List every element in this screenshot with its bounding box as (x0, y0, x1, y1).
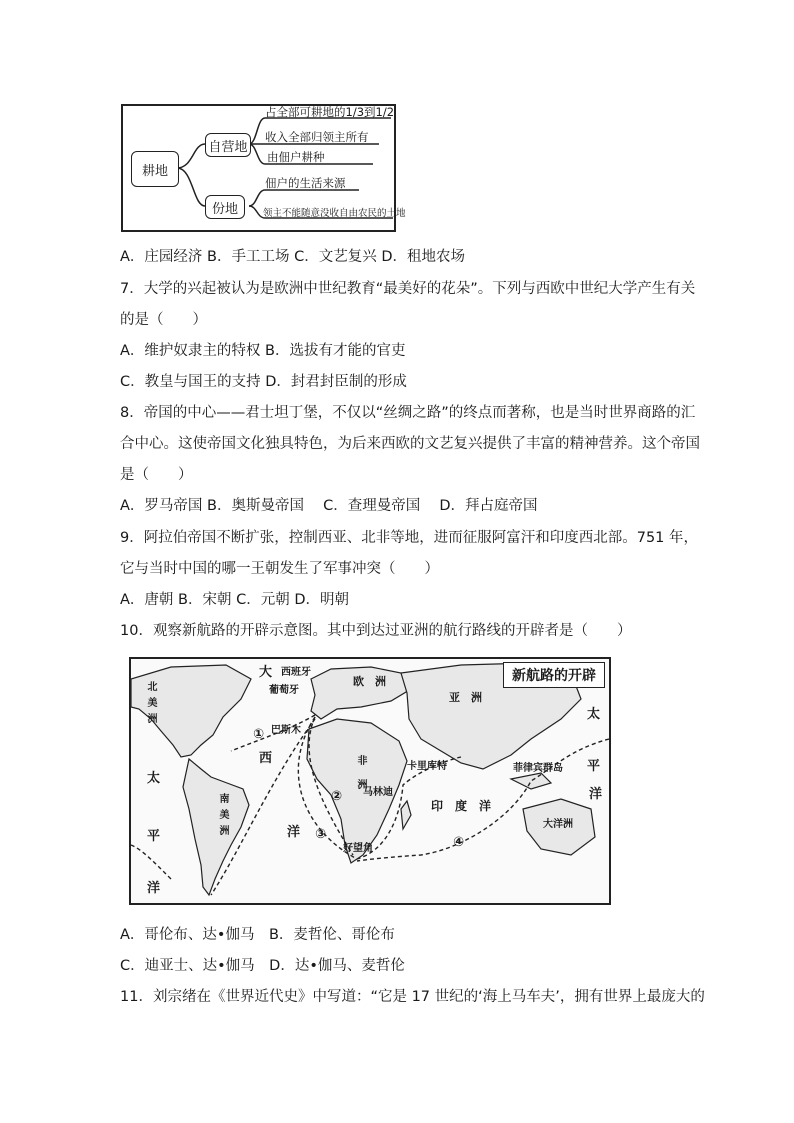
q7-options-2: C．教皇与国王的支持 D．封君封臣制的形成 (120, 374, 407, 390)
label-north-america: 北美洲 (145, 681, 156, 729)
q10-options-2: C．迪亚士、达•伽马 D．达•伽马、麦哲伦 (120, 958, 405, 974)
madagascar-landmass (401, 801, 411, 829)
q8-stem-2: 合中心。这使帝国文化独具特色，为后来西欧的文艺复兴提供了丰富的精神营养。这个帝国 (120, 436, 700, 452)
diagram-branch-demesne: 自营地 (205, 133, 251, 157)
label-calicut: 卡里库特 (407, 761, 447, 772)
label-pacific-right-1: 太 (587, 707, 601, 722)
farmland-diagram (121, 104, 406, 232)
label-pacific-right-2: 平 (587, 759, 601, 774)
label-pacific-left-2: 平 (147, 829, 161, 844)
route-3-marker: ③ (315, 827, 327, 842)
q6-options: A．庄园经济 B．手工工场 C．文艺复兴 D．租地农场 (120, 249, 465, 265)
q7-options-1: A．维护奴隶主的特权 B．选拔有才能的官吏 (120, 343, 406, 359)
diagram-leaf: 由佃户耕种 (267, 150, 325, 164)
q7-stem-1: 7．大学的兴起被认为是欧洲中世纪教育“最美好的花朵”。下列与西欧中世纪大学产生有关 (120, 281, 696, 297)
label-portugal: 葡萄牙 (269, 685, 299, 696)
label-asia: 亚 洲 (449, 691, 482, 704)
label-oceania: 大洋洲 (543, 819, 573, 830)
label-south-america: 南美洲 (217, 793, 228, 841)
label-atlantic-1: 大 (259, 665, 273, 680)
q8-stem-1: 8．帝国的中心——君士坦丁堡，不仅以“丝绸之路”的终点而著称，也是当时世界商路的汇 (120, 405, 696, 421)
label-philippines: 菲律宾群岛 (513, 763, 563, 774)
q10-options-1: A．哥伦布、达•伽马 B．麦哲伦、哥伦布 (120, 927, 395, 943)
route-4-marker: ④ (453, 835, 465, 850)
label-spain: 西班牙 (281, 667, 311, 678)
diagram-branch-tenancy: 份地 (205, 195, 245, 219)
label-malindi: 马林迪 (363, 787, 393, 798)
diagram-root: 耕地 (131, 151, 179, 187)
diagram-leaf: 占全部可耕地的1/3到1/2 (265, 105, 395, 119)
map-graphic (131, 659, 609, 903)
new-sea-routes-map (129, 657, 611, 905)
q11-stem: 11．刘宗绪在《世界近代史》中写道：“它是 17 世纪的‘海上马车夫’，拥有世界上最庞大的 (120, 989, 705, 1005)
route-2-marker: ② (331, 789, 343, 804)
map-title: 新航路的开辟 (503, 662, 605, 688)
islands-landmass (511, 773, 551, 789)
label-europe: 欧 洲 (353, 675, 386, 688)
label-atlantic-2: 西 (259, 751, 273, 766)
q9-options: A．唐朝 B．宋朝 C．元朝 D．明朝 (120, 592, 349, 608)
diagram-leaf: 领主不能随意没收自由农民的土地 (263, 208, 406, 219)
q9-stem-2: 它与当时中国的哪一王朝发生了军事冲突（ ） (120, 561, 439, 577)
route-1-marker: ① (253, 727, 265, 742)
q8-options: A．罗马帝国 B．奥斯曼帝国 C．查理曼帝国 D．拜占庭帝国 (120, 498, 538, 514)
label-cape: 好望角 (343, 843, 373, 854)
label-pacific-left-1: 太 (147, 771, 161, 786)
q7-stem-2: 的是（ ） (120, 312, 207, 328)
label-pacific-right-3: 洋 (589, 787, 603, 802)
label-palos: 巴斯木 (271, 725, 301, 736)
label-atlantic-3: 洋 (287, 825, 301, 840)
q9-stem-1: 9．阿拉伯帝国不断扩张，控制西亚、北非等地，进而征服阿富汗和印度西北部。751 年， (120, 530, 699, 546)
diagram-leaf: 佃户的生活来源 (265, 176, 346, 190)
label-indian-ocean: 印 度 洋 (431, 799, 492, 813)
label-pacific-left-3: 洋 (147, 881, 161, 896)
diagram-leaf: 收入全部归领主所有 (265, 130, 369, 144)
q8-stem-3: 是（ ） (120, 467, 193, 483)
q10-stem: 10．观察新航路的开辟示意图。其中到达过亚洲的航行路线的开辟者是（ ） (120, 623, 632, 639)
label-africa: 非洲 (355, 755, 366, 803)
